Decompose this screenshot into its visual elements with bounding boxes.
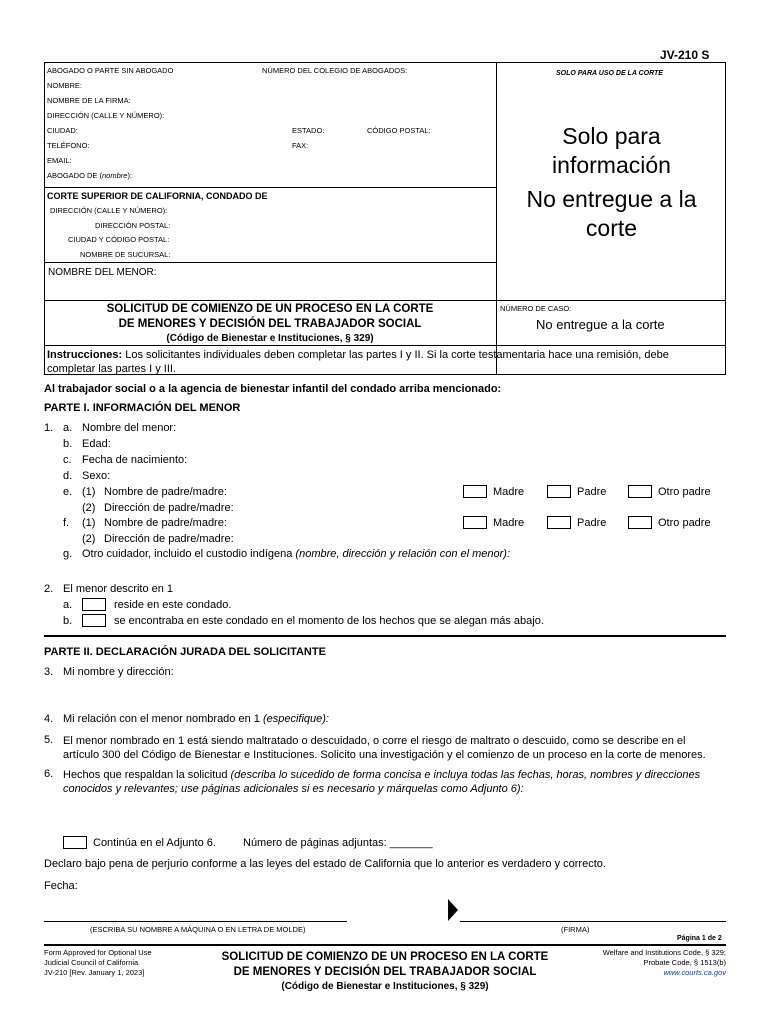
state-field-label[interactable]: ESTADO: [292,126,325,135]
parent1-otro-label: Otro padre [658,486,711,498]
item-1f1-num: (1) [82,517,96,529]
item-1b-letter: b. [63,438,73,450]
item-2b-letter: b. [63,615,73,627]
was-in-county-label: se encontraba en este condado en el momento de los hechos que se alegan más abajo. [114,615,544,627]
part-divider [44,635,726,637]
was-in-county-checkbox[interactable] [82,614,106,627]
court-city-label[interactable]: CIUDAD Y CÓDIGO POSTAL: [68,235,170,244]
age-field[interactable]: Edad: [82,438,111,450]
parent1-padre-checkbox[interactable] [547,485,571,498]
relationship-field[interactable]: Mi relación con el menor nombrado en 1 (especifique): [63,713,329,725]
footer-right: Welfare and Institutions Code, § 329; Probate Code, § 1513(b) www.courts.ca.gov [560,948,726,978]
item-1c-letter: c. [63,454,72,466]
firm-field-label[interactable]: NOMBRE DE LA FIRMA: [47,96,131,105]
fax-field-label[interactable]: FAX: [292,141,309,150]
attachment-label: Continúa en el Adjunto 6. [93,837,216,849]
city-field-label[interactable]: CIUDAD: [47,126,78,135]
case-number-label: NÚMERO DE CASO: [500,304,572,313]
caregiver-field[interactable]: Otro cuidador, incluido el custodio indígena (nombre, dirección y relación con el menor): [82,548,511,560]
item-1a-letter: a. [63,422,73,434]
item-2-text: El menor descrito en 1 [63,583,174,595]
court-use-label: SOLO PARA USO DE LA CORTE [556,70,663,77]
form-title: SOLICITUD DE COMIENZO DE UN PROCESO EN LA CORTE DE MENORES Y DECISIÓN DEL TRABAJADOR SOCIAL (Código de Bienestar e Instituciones, § 329) [106,303,434,344]
parent2-name-field[interactable]: Nombre de padre/madre: [104,517,227,529]
parent2-otro-label: Otro padre [658,517,711,529]
resides-checkbox[interactable] [82,598,106,611]
attorney-for-label[interactable]: ABOGADO DE (nombre): [47,171,133,180]
parent2-padre-label: Padre [577,517,607,529]
addressee: Al trabajador social o a la agencia de bienestar infantil del condado arriba mencionado: [44,383,502,395]
court-title: CORTE SUPERIOR DE CALIFORNIA, CONDADO DE [47,191,268,201]
minor-name-label[interactable]: NOMBRE DEL MENOR: [48,267,157,278]
item-1g-letter: g. [63,548,73,560]
signature-line[interactable] [460,921,726,922]
facts-field[interactable]: Hechos que respaldan la solicitud (describa lo sucedido de forma concisa e incluya todas las fechas, horas, nombres y direcciones conocidos y relevantes; use páginas adicionales si es necesario y márquelas como Adjunto 6): [63,769,701,795]
resides-label: reside en este condado. [114,599,232,611]
footer-left: Form Approved for Optional Use Judicial Council of California JV-210 [Rev. January 1, 2023] [44,948,152,977]
item-5-num: 5. [44,734,54,746]
parent1-padre-label: Padre [577,486,607,498]
parent1-name-field[interactable]: Nombre de padre/madre: [104,486,227,498]
phone-field-label[interactable]: TELÉFONO: [47,141,90,150]
address-field-label[interactable]: DIRECCIÓN (CALLE Y NÚMERO): [47,111,165,120]
courts-link[interactable]: www.courts.ca.gov [663,968,726,977]
item-5-text: El menor nombrado en 1 está siendo maltratado o descuidado, o corre el riesgo de maltrato o descuido, como se describe en el artículo 300 del Código de Bienestar e Instituciones. Solicito una investigación y el comienzo de un proceso en la corte de menores. [63,735,706,761]
parent2-madre-checkbox[interactable] [463,516,487,529]
minor-name-field[interactable]: Nombre del menor: [82,422,177,434]
item-1-num: 1. [44,422,54,434]
part2-heading: PARTE II. DECLARACIÓN JURADA DEL SOLICITANTE [44,646,326,658]
sex-field[interactable]: Sexo: [82,470,111,482]
item-1d-letter: d. [63,470,73,482]
parent2-padre-checkbox[interactable] [547,516,571,529]
attachment-checkbox[interactable] [63,836,87,849]
parent1-madre-label: Madre [493,486,525,498]
footer-title: SOLICITUD DE COMIENZO DE UN PROCESO EN LA CORTE DE MENORES Y DECISIÓN DEL TRABAJADOR SOCIAL (Código de Bienestar e Instituciones, § 329) [221,951,549,992]
footer-rule [44,944,726,946]
court-mailing-label[interactable]: DIRECCIÓN POSTAL: [95,221,171,230]
parent2-address-field[interactable]: Dirección de padre/madre: [104,533,234,545]
name-field-label[interactable]: NOMBRE: [47,81,83,90]
part1-heading: PARTE I. INFORMACIÓN DEL MENOR [44,402,241,414]
signature-label: (FIRMA) [561,925,590,934]
court-street-label[interactable]: DIRECCIÓN (CALLE Y NÚMERO): [50,206,168,215]
parent1-address-field[interactable]: Dirección de padre/madre: [104,502,234,514]
bar-number-label: NÚMERO DEL COLEGIO DE ABOGADOS: [262,66,408,75]
item-2-num: 2. [44,583,54,595]
item-1e2-num: (2) [82,502,96,514]
item-1f2-num: (2) [82,533,96,545]
item-6-num: 6. [44,768,54,780]
print-name-label: (ESCRIBA SU NOMBRE A MÁQUINA O EN LETRA DE MOLDE) [90,925,306,934]
item-4-num: 4. [44,713,54,725]
signature-arrow-icon [448,899,458,921]
print-name-line[interactable] [44,921,347,922]
zip-field-label[interactable]: CÓDIGO POSTAL: [367,126,431,135]
parent2-otro-checkbox[interactable] [628,516,652,529]
item-1f-letter: f. [63,517,70,529]
case-number-value[interactable]: No entregue a la corte [536,317,665,332]
item-1e1-num: (1) [82,486,96,498]
pages-attached-field[interactable]: Número de páginas adjuntas: _______ [243,837,433,849]
court-branch-label[interactable]: NOMBRE DE SUCURSAL: [80,250,171,259]
date-field[interactable]: Fecha: [44,880,78,892]
info-watermark: Solo para información No entregue a la corte [526,123,697,241]
parent2-madre-label: Madre [493,517,525,529]
form-id: JV-210 S [660,48,710,62]
item-1e-letter: e. [63,486,73,498]
attorney-header: ABOGADO O PARTE SIN ABOGADO [47,66,174,75]
item-2a-letter: a. [63,599,73,611]
email-field-label[interactable]: EMAIL: [47,156,72,165]
item-3-num: 3. [44,666,54,678]
parent1-otro-checkbox[interactable] [628,485,652,498]
birthdate-field[interactable]: Fecha de nacimiento: [82,454,188,466]
page-number: Página 1 de 2 [677,935,722,942]
declaration-text: Declaro bajo pena de perjurio conforme a las leyes del estado de California que lo anterior es verdadero y correcto. [44,858,606,870]
parent1-madre-checkbox[interactable] [463,485,487,498]
instructions: Instrucciones: Los solicitantes individuales deben completar las partes I y II. Si la corte testamentaria hace una remisión, debe completar las partes I y III. [47,349,669,375]
name-address-field[interactable]: Mi nombre y dirección: [63,666,174,678]
